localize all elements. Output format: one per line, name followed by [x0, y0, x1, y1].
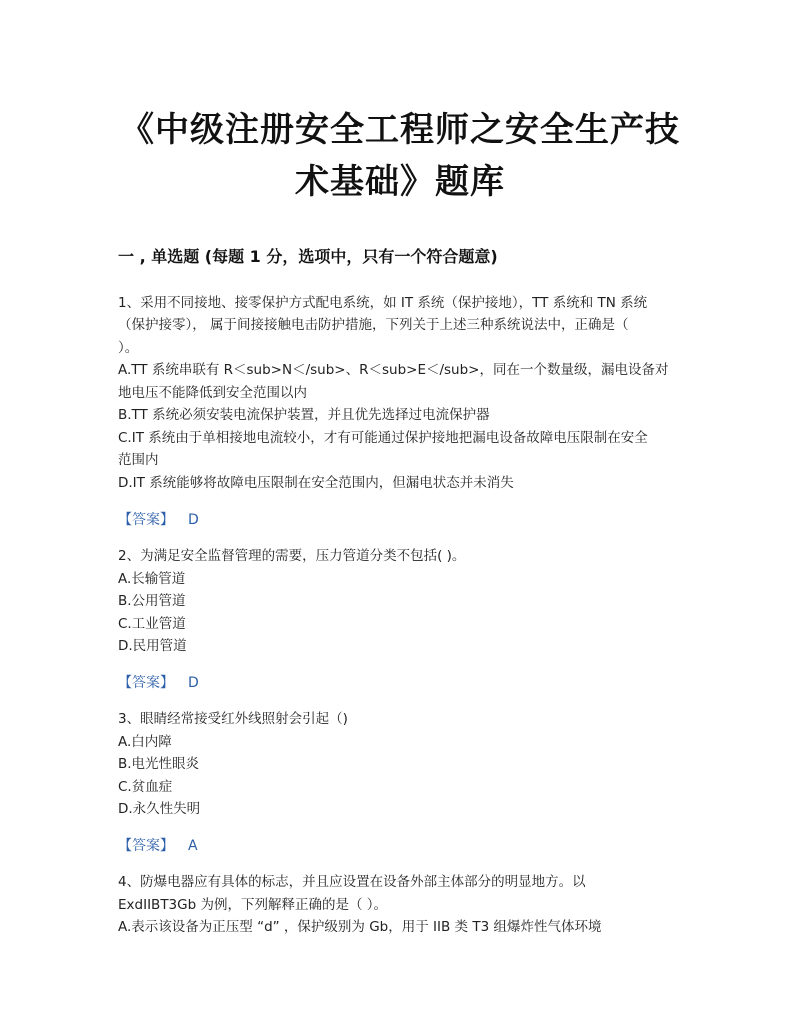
question-1-answer: [118, 509, 199, 529]
answer-value: D: [188, 675, 199, 691]
question-4-stem-line-1: 4、防爆电器应有具体的标志，并且应设置在设备外部主体部分的明显地方。以: [118, 874, 586, 890]
question-3-answer: [118, 835, 198, 855]
question-2-option-a: A.长输管道: [118, 571, 186, 587]
question-1-option-a-line-2: 地电压不能降低到安全范围以内: [118, 385, 307, 401]
question-1-stem-line-3: ）。: [118, 340, 139, 356]
question-3-option-d: D.永久性失明: [118, 801, 201, 817]
question-2-answer: [118, 672, 199, 692]
question-1-option-b: B.TT 系统必须安装电流保护装置，并且优先选择过电流保护器: [118, 407, 490, 423]
document-title-line1: 《中级注册安全工程师之安全生产技: [120, 110, 680, 150]
question-1-stem-line-1: 1、采用不同接地、接零保护方式配电系统，如 IT 系统（保护接地），TT 系统和 TN 系统: [118, 295, 648, 311]
document-title-line2: 术基础》题库: [295, 162, 505, 202]
answer-label: 【答案】: [118, 838, 174, 854]
question-3-stem: 3、眼睛经常接受红外线照射会引起（): [118, 711, 348, 727]
question-3-option-c: C.贫血症: [118, 779, 173, 795]
question-2-option-b: B.公用管道: [118, 593, 186, 609]
question-1-option-c-line-1: C.IT 系统由于单相接地电流较小，才有可能通过保护接地把漏电设备故障电压限制在安全: [118, 430, 648, 446]
question-4-option-a: A.表示该设备为正压型 “d” ，保护级别为 Gb，用于 IIB 类 T3 组爆炸性气体环境: [118, 919, 602, 935]
question-1-option-d: D.IT 系统能够将故障电压限制在安全范围内，但漏电状态并未消失: [118, 475, 514, 491]
answer-value: D: [188, 512, 199, 528]
question-2-option-d: D.民用管道: [118, 638, 187, 654]
question-1-option-a-line-1: A.TT 系统串联有 R＜sub>N＜/sub>、R＜sub>E＜/sub>，同在一个数量级，漏电设备对: [118, 362, 669, 378]
answer-label: 【答案】: [118, 675, 174, 691]
answer-value: A: [188, 838, 198, 854]
question-4-stem-line-2: ExdIIBT3Gb 为例，下列解释正确的是（ ）。: [118, 897, 388, 913]
section-heading: 一 , 单选题 (每题 1 分，选项中，只有一个符合题意): [118, 247, 498, 266]
question-3-option-a: A.白内障: [118, 734, 172, 750]
question-2-option-c: C.工业管道: [118, 616, 186, 632]
question-3-option-b: B.电光性眼炎: [118, 756, 200, 772]
question-1-option-c-line-2: 范围内: [118, 452, 159, 468]
question-1-stem-line-2: （保护接零）， 属于间接接触电击防护措施，下列关于上述三种系统说法中，正确是（: [118, 317, 629, 333]
answer-label: 【答案】: [118, 512, 174, 528]
question-2-stem: 2、为满足安全监督管理的需要，压力管道分类不包括( )。: [118, 548, 466, 564]
